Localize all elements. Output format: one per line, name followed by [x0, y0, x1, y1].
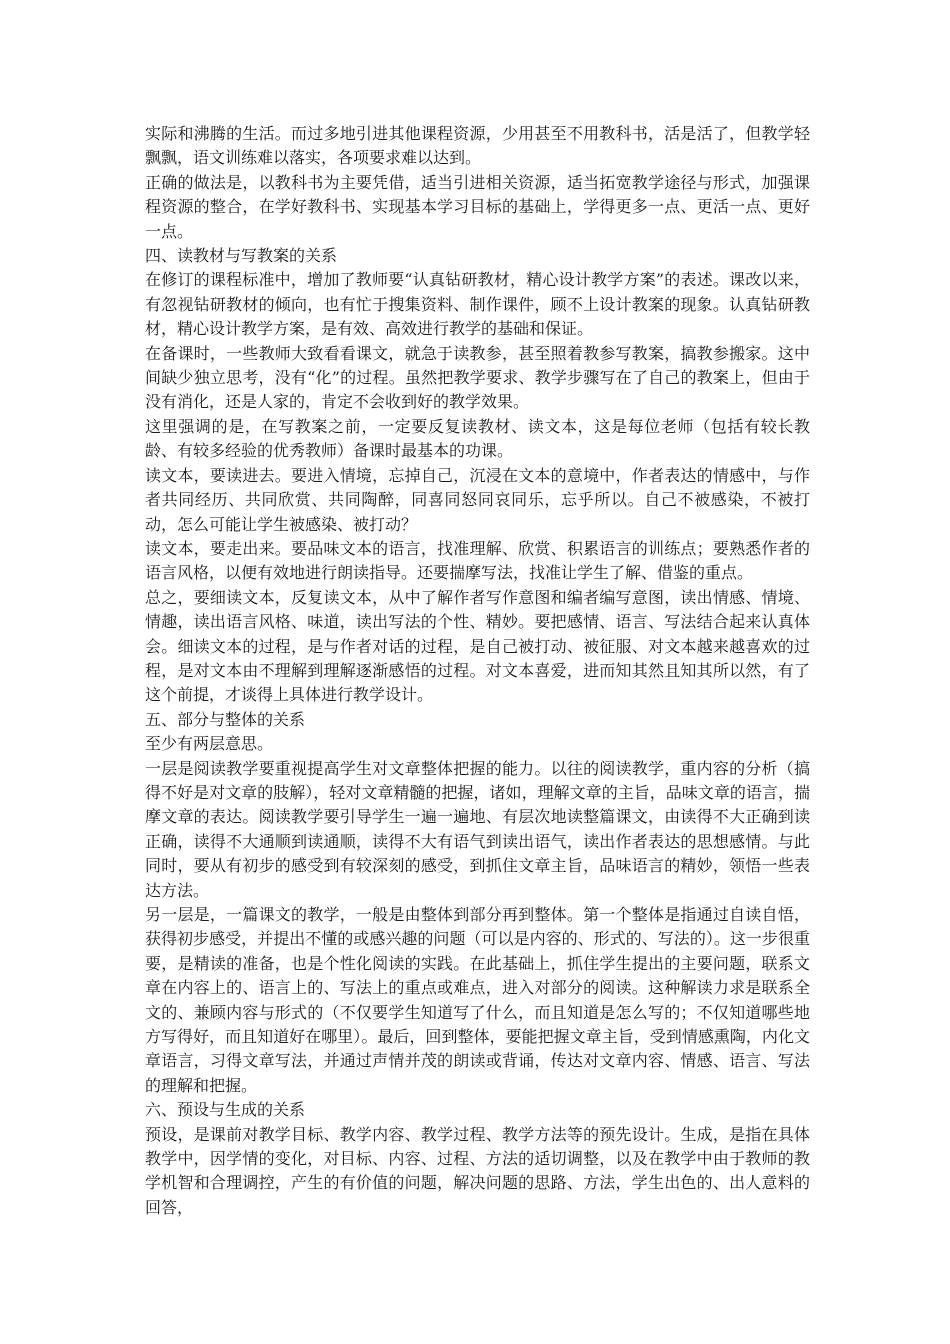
- paragraph: 在修订的课程标准中，增加了教师要“认真钻研教材，精心设计教学方案”的表述。课改以来，有忽视钻研教材的倾向，也有忙于搜集资料、制作课件，顾不上设计教案的现象。认真钻研教材，精心设计教学方案，是有效、高效进行教学的基础和保证。: [145, 270, 810, 339]
- paragraph: 实际和沸腾的生活。而过多地引进其他课程资源，少用甚至不用教科书，活是活了，但教学轻飘飘，语文训练难以落实，各项要求难以达到。: [145, 124, 810, 168]
- section-heading: 四、读教材与写教案的关系: [145, 246, 338, 266]
- paragraph: 在备课时，一些教师大致看看课文，就急于读教参，甚至照着教参写教案，搞教参搬家。这中间缺少独立思考，没有“化”的过程。虽然把教学要求、教学步骤写在了自己的教案上，但由于没有消化，还是人家的，肯定不会收到好的教学效果。: [145, 343, 810, 412]
- paragraph: 一层是阅读教学要重视提高学生对文章整体把握的能力。以往的阅读教学，重内容的分析（搞得不好是对文章的肢解），轻对文章精髓的把握，诸如，理解文章的主旨，品味文章的语言，揣摩文章的表达。阅读教学要引导学生一遍一遍地、有层次地读整篇课文，由读得不大正确到读正确，读得不大通顺到读通顺，读得不大有语气到读出语气，读出作者表达的思想感情。与此同时，要从有初步的感受到有较深刻的感受，到抓住文章主旨，品味语言的精妙，领悟一些表达方法。: [145, 758, 810, 900]
- paragraph: 这里强调的是，在写教案之前，一定要反复读教材、读文本，这是每位老师（包括有较长教龄、有较多经验的优秀教师）备课时最基本的功课。: [145, 416, 810, 461]
- section-heading: 五、部分与整体的关系: [145, 709, 306, 729]
- paragraph: 至少有两层意思。: [145, 734, 274, 754]
- paragraph: 正确的做法是，以教科书为主要凭借，适当引进相关资源，适当拓宽教学途径与形式，加强课程资源的整合，在学好教科书、实现基本学习目标的基础上，学得更多一点、更活一点、更好一点。: [145, 172, 810, 241]
- paragraph: 预设，是课前对教学目标、教学内容、教学过程、教学方法等的预先设计。生成，是指在具体教学中，因学情的变化，对目标、内容、过程、方法的适切调整，以及在教学中由于教师的教学机智和合理调控，产生的有价值的问题，解决问题的思路、方法，学生出色的、出人意料的回答，: [145, 1124, 810, 1217]
- paragraph: 另一层是，一篇课文的教学，一般是由整体到部分再到整体。第一个整体是指通过自读自悟，获得初步感受，并提出不懂的或感兴趣的问题（可以是内容的、形式的、写法的）。这一步很重要，是精读的准备，也是个性化阅读的实践。在此基础上，抓住学生提出的主要问题，联系文章在内容上的、语言上的、写法上的重点或难点，进入对部分的阅读。这种解读力求是联系全文的、兼顾内容与形式的（不仅要学生知道写了什么，而且知道是怎么写的；不仅知道哪些地方写得好，而且知道好在哪里）。最后，回到整体，要能把握文章主旨，受到情感熏陶，内化文章语言，习得文章写法，并通过声情并茂的朗读或背诵，传达对文章内容、情感、语言、写法的理解和把握。: [145, 905, 810, 1095]
- paragraph: 读文本，要读进去。要进入情境，忘掉自己，沉浸在文本的意境中，作者表达的情感中，与作者共同经历、共同欣赏、共同陶醉，同喜同怒同哀同乐，忘乎所以。自己不被感染，不被打动，怎么可能让学生被感染、被打动？: [145, 465, 810, 534]
- document-body: [145, 122, 810, 1220]
- paragraph: 总之，要细读文本，反复读文本，从中了解作者写作意图和编者编写意图，读出情感、情境、情趣，读出语言风格、味道，读出写法的个性、精妙。要把感情、语言、写法结合起来认真体会。细读文本的过程，是与作者对话的过程，是自己被打动、被征服、对文本越来越喜欢的过程，是对文本由不理解到理解逐渐感悟的过程。对文本喜爱，进而知其然且知其所以然，有了这个前提，才谈得上具体进行教学设计。: [145, 587, 810, 705]
- section-heading: 六、预设与生成的关系: [145, 1100, 306, 1120]
- paragraph: 读文本，要走出来。要品味文本的语言，找准理解、欣赏、积累语言的训练点；要熟悉作者的语言风格，以便有效地进行朗读指导。还要揣摩写法，找准让学生了解、借鉴的重点。: [145, 538, 810, 583]
